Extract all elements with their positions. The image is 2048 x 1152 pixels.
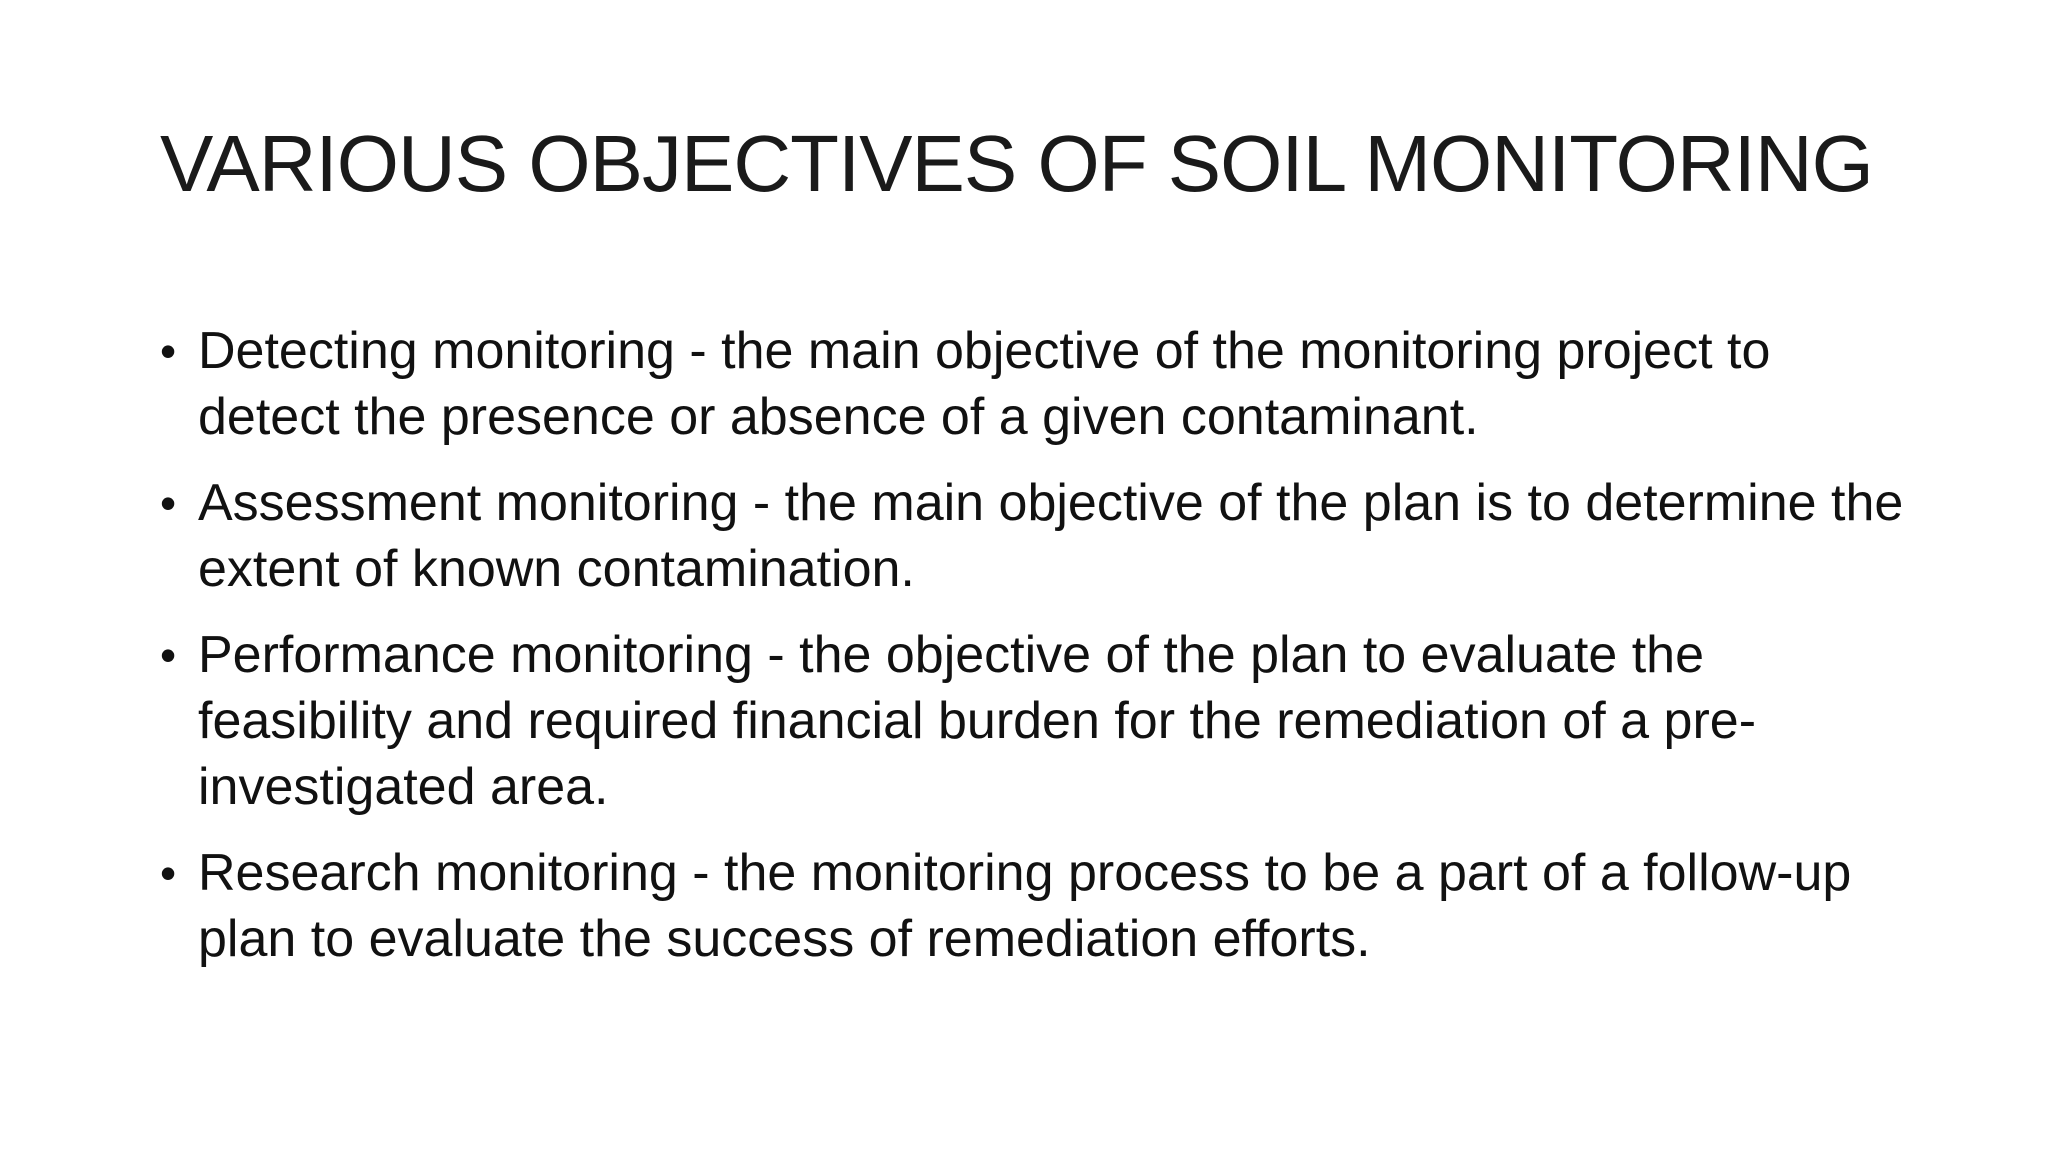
bullet-item-assessment	[160, 470, 1920, 602]
bullet-text: Research monitoring - the monitoring process to be a part of a follow-up plan to evaluate the success of remediation efforts.	[198, 844, 1852, 968]
bullet-item-performance	[160, 622, 1920, 820]
bullet-list	[160, 318, 1920, 992]
slide-title: VARIOUS OBJECTIVES OF SOIL MONITORING	[160, 119, 1873, 208]
bullet-item-detecting	[160, 318, 1920, 450]
bullet-icon: •	[160, 477, 177, 529]
bullet-icon: •	[160, 325, 177, 377]
bullet-icon: •	[160, 629, 177, 681]
bullet-text: Performance monitoring - the objective of the plan to evaluate the feasibility and required financial burden for the remediation of a pre-investigated area.	[198, 626, 1757, 816]
bullet-text: Detecting monitoring - the main objective of the monitoring project to detect the presence or absence of a given contaminant.	[198, 322, 1771, 446]
bullet-item-research	[160, 840, 1920, 972]
bullet-text: Assessment monitoring - the main objective of the plan is to determine the extent of known contamination.	[198, 474, 1904, 598]
bullet-icon: •	[160, 847, 177, 899]
